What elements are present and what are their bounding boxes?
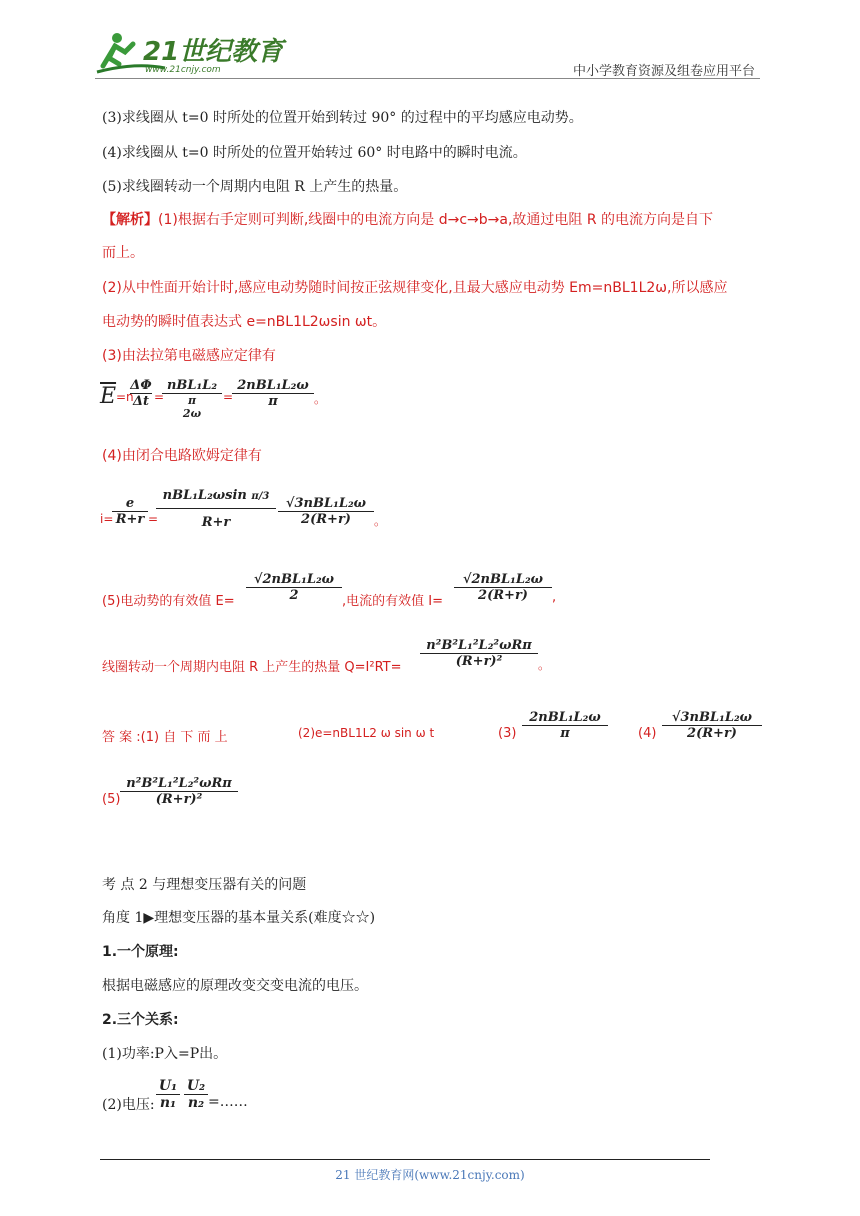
solution-para-1b: 而上。 <box>102 245 144 261</box>
solution-para-1a: 【解析】(1)根据右手定则可判断,线圈中的电流方向是 d→c→b→a,故通过电阻 R 的电流方向是自下 <box>102 212 714 228</box>
question-4: (4)求线圈从 t=0 时所处的位置开始转过 60° 时电路中的瞬时电流。 <box>102 145 527 161</box>
principle-text: 根据电磁感应的原理改变交变电流的电压。 <box>102 978 368 994</box>
solution-tag: 【解析】 <box>102 212 158 228</box>
footer-text: 21 世纪教育网(www.21cnjy.com) <box>335 1168 525 1182</box>
relation-power: (1)功率:P入=P出。 <box>102 1046 228 1062</box>
formula-instant-current: i= $\frac{e}{R+r}$ = nBL₁L₂ωsin π/3 R+r √3nBL₁L₂ω 2(R+r) 。 <box>100 488 387 530</box>
angle-title: 角度 1▶理想变压器的基本量关系(难度☆☆) <box>102 910 376 926</box>
answer-5: (5) n²B²L₁²L₂²ωRπ (R+r)² <box>102 774 302 826</box>
logo <box>95 28 284 78</box>
question-5: (5)求线圈转动一个周期内电阻 R 上产生的热量。 <box>102 179 408 195</box>
logo-url: www.21cnjy.com <box>145 65 221 75</box>
heading-principle: 1.一个原理: <box>102 944 179 960</box>
footer-divider <box>100 1159 710 1160</box>
header-platform-text: 中小学教育资源及组卷应用平台 <box>572 64 755 79</box>
heading-relations: 2.三个关系: <box>102 1012 179 1028</box>
relation-voltage: (2)电压: $\frac{\text{U₁}}{\text{n₁}}$ $\frac{\text{U₂}}{\text{n₂}}$ =…… <box>102 1078 248 1113</box>
solution-para-3: (3)由法拉第电磁感应定律有 <box>102 348 276 364</box>
formula-heat: 线圈转动一个周期内电阻 R 上产生的热量 Q=I²RT= n²B²L₁²L₂²ωRπ (R+r)² 。 <box>102 638 551 675</box>
answer-row: 答 案 :(1) 自 下 而 上 (2)e=nBL1L2 ω sin ω t (3) 2nBL₁L₂ω π (4) √3nBL₁L₂ω 2(R+r) <box>102 708 782 760</box>
solution-para-4: (4)由闭合电路欧姆定律有 <box>102 448 262 464</box>
header-divider <box>95 78 760 79</box>
formula-effective-values: (5)电动势的有效值 E= √2nBL₁L₂ω 2 ,电流的有效值 I= √2nBL₁L₂ω 2(R+r) , <box>102 572 557 609</box>
formula-average-emf: $\overline{E}$ =n $\frac{\Delta\Phi}{\Delta t}$ = nBL₁L₂ π 2ω = 2nBL₁L₂ω π 。 <box>100 378 327 420</box>
question-3: (3)求线圈从 t=0 时所处的位置开始到转过 90° 的过程中的平均感应电动势。 <box>102 110 583 126</box>
section-title: 考 点 2 与理想变压器有关的问题 <box>102 877 307 893</box>
solution-para-2b: 电动势的瞬时值表达式 e=nBL1L2ωsin ωt。 <box>102 314 387 330</box>
logo-text: 21世纪教育 <box>143 37 284 67</box>
solution-para-2a: (2)从中性面开始计时,感应电动势随时间按正弦规律变化,且最大感应电动势 Em=nBL1L2ω,所以感应 <box>102 280 728 296</box>
